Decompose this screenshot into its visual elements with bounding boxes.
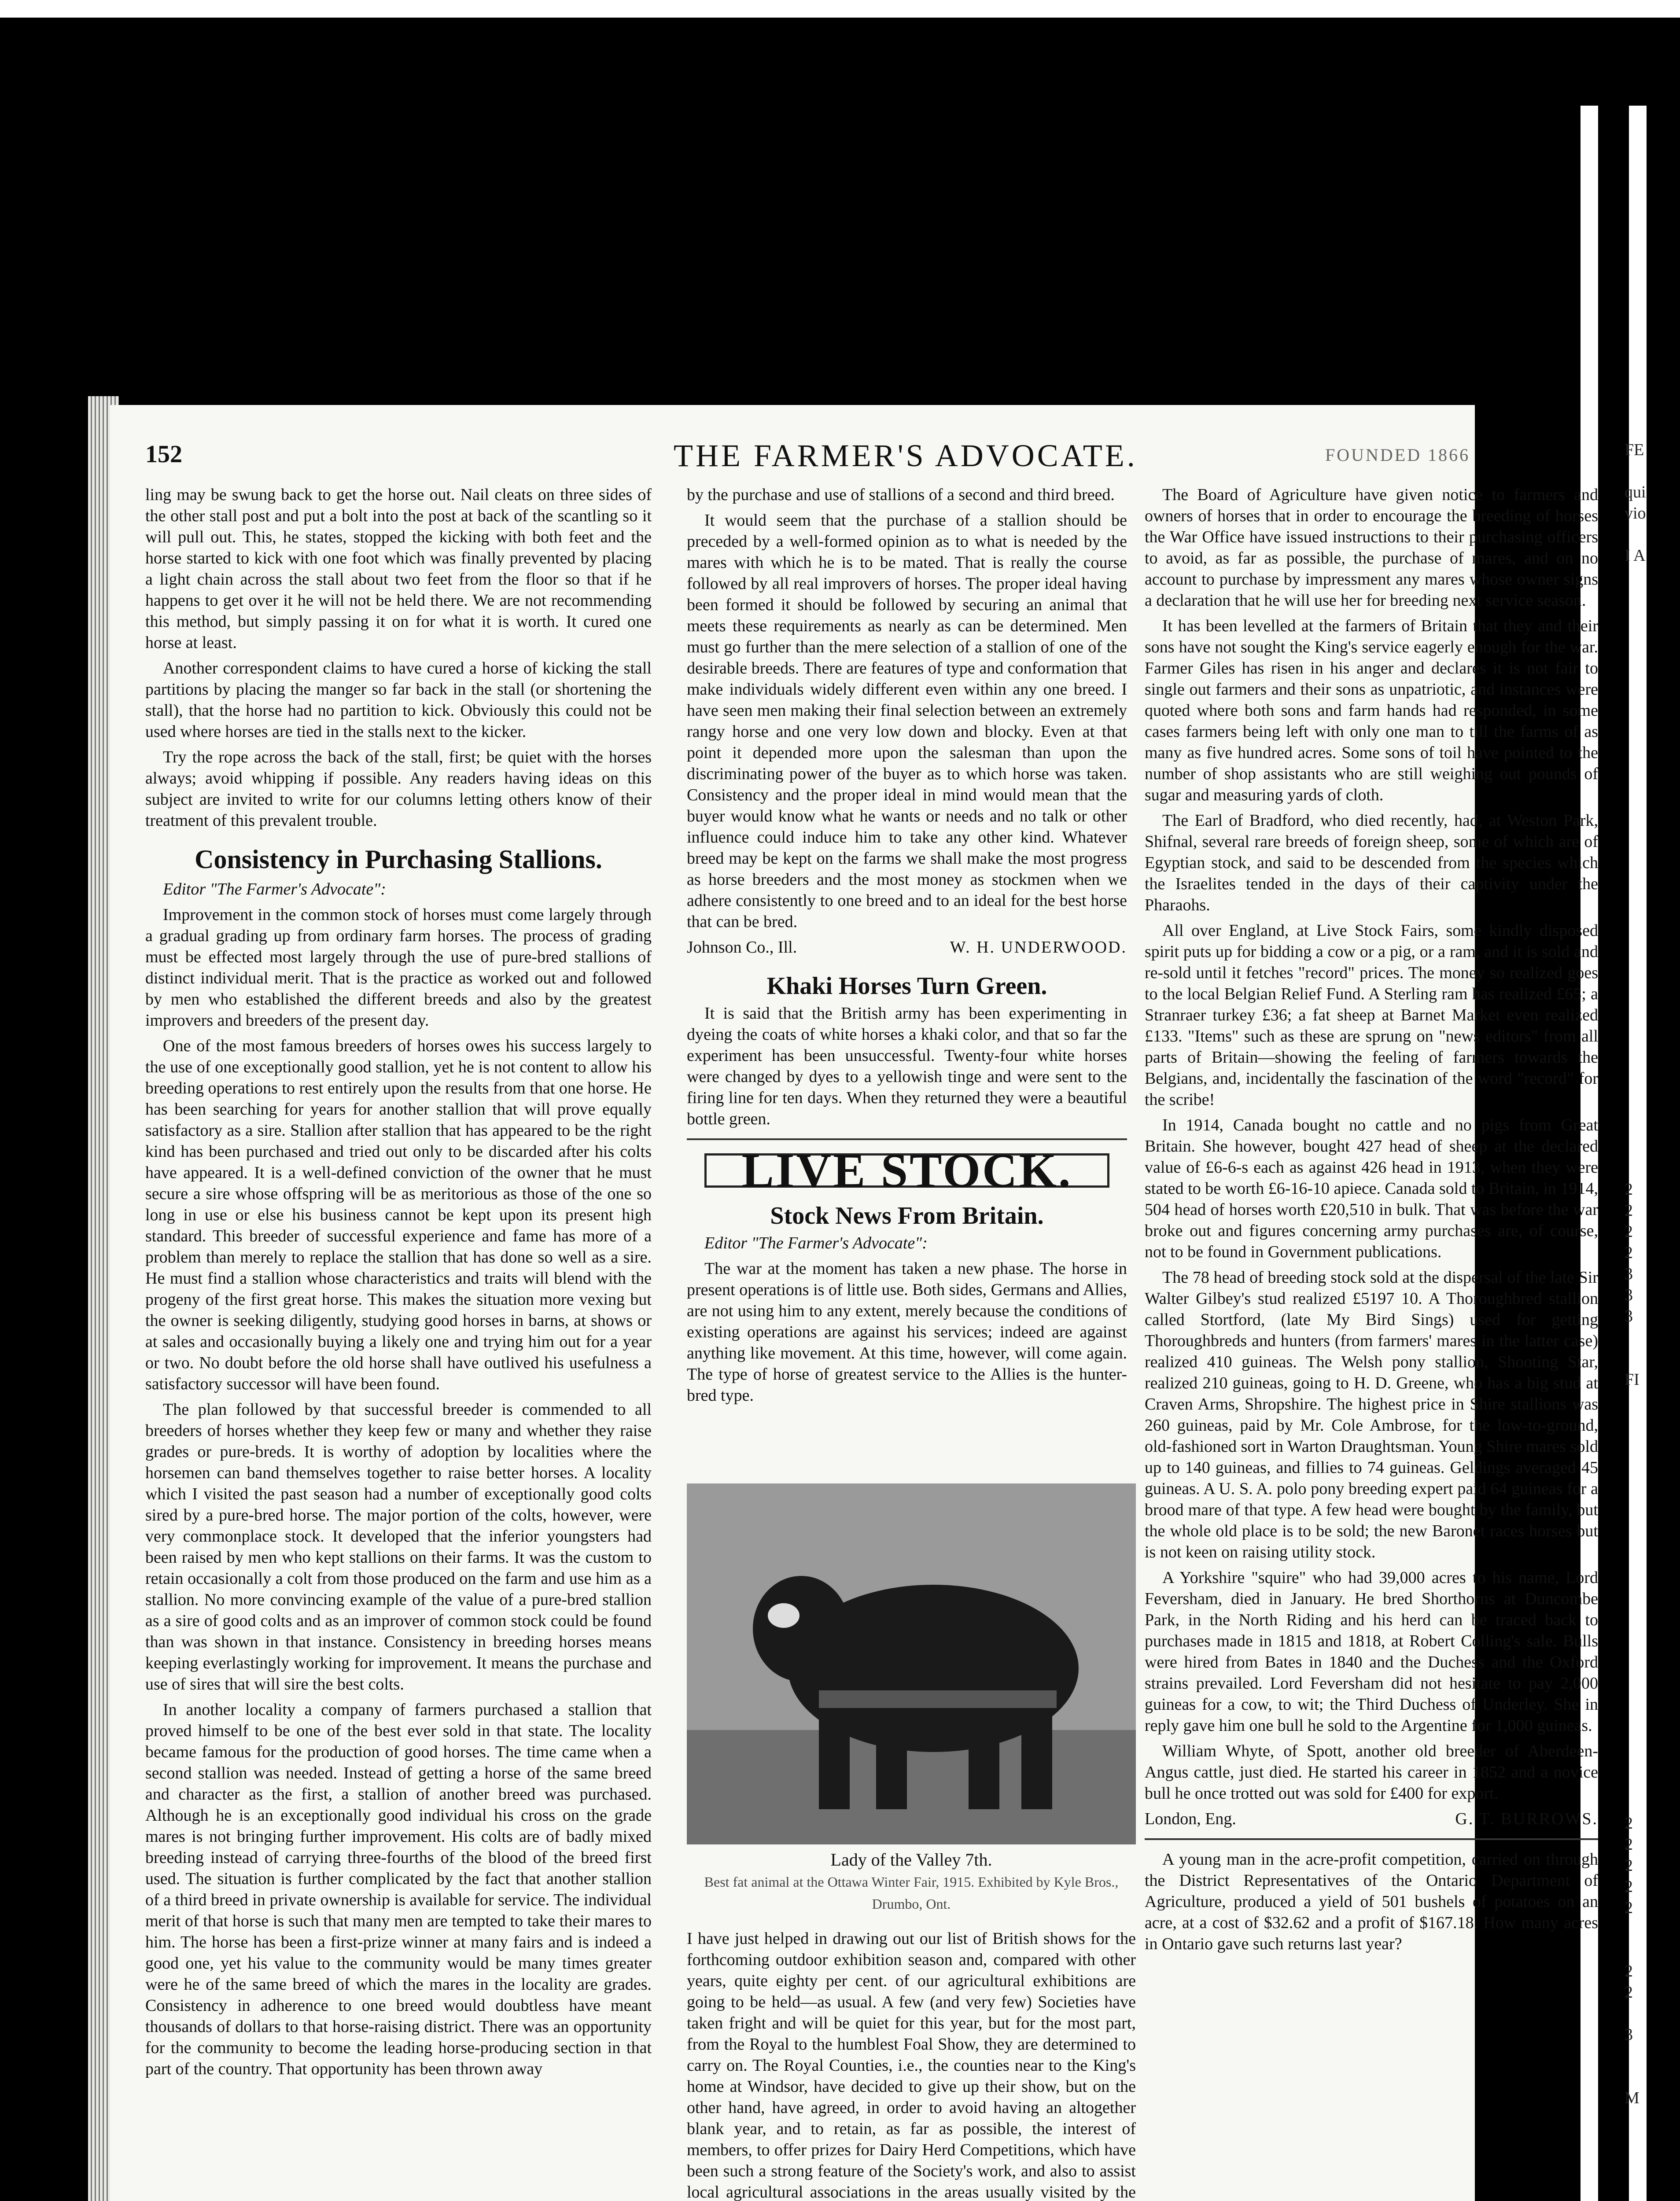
fragment-char <box>1625 1771 1677 1792</box>
fragment-char <box>1625 1792 1677 1814</box>
fragment-char <box>1625 757 1677 778</box>
fragment-char <box>1625 673 1677 694</box>
fragment-char <box>1625 1919 1677 1940</box>
fragment-char <box>1625 1116 1677 1137</box>
fragment-char: 2 <box>1625 1983 1633 2002</box>
editor-salutation: Editor "The Farmer's Advocate": <box>704 1234 928 1252</box>
article-paragraph: It is said that the British army has been experimenting in dyeing the coats of white horses a khaki color, and that so far the experiment has been unsuccessful. Twenty-four white horses were changed by dyes to a yellowish tinge and were sent to the firing line for ten days. When they returned they were a beautiful bottle green. <box>687 1004 1127 1128</box>
article-paragraph: by the purchase and use of stallions of a second and third breed. <box>687 486 1115 504</box>
article-paragraph: William Whyte, of Spott, another old breeder of Aberdeen-Angus cattle, just died. He started his career in 1852 and a novice bull he once trotted out was sold for £400 for export. <box>1145 1742 1598 1803</box>
fragment-char <box>1625 1032 1677 1053</box>
fragment-char <box>1625 736 1677 757</box>
fragment-char <box>1625 651 1677 673</box>
article-paragraph: ling may be swung back to get the horse out. Nail cleats on three sides of the other stall post and put a bolt into the post at back of the scantling so it will pull out. This, he states, stopped the kicking with both feet and the horse started to kick with one foot which was finally prevented by placing a light chain across the stall about two feet from the floor so that if he happens to get over it he will not be held there. We are not recommending this method, but simply passing it on for what it is worth. It cured one horse at least. <box>145 486 652 652</box>
founded-date: FOUNDED 1866 <box>1325 445 1470 465</box>
fragment-char <box>1625 1518 1677 1539</box>
fragment-char <box>1625 1095 1677 1116</box>
fragment-char <box>1625 1623 1677 1645</box>
divider <box>1145 1838 1598 1840</box>
fragment-char: FE <box>1625 441 1644 459</box>
fragment-char: 2 <box>1625 1222 1633 1241</box>
fragment-char <box>1625 1940 1677 1962</box>
fragment-char <box>1625 1539 1677 1560</box>
fragment-char: FI <box>1625 1370 1639 1389</box>
fragment-char <box>1625 630 1677 651</box>
fragment-char <box>1625 926 1677 947</box>
adjacent-page-fragment <box>1625 440 1677 2201</box>
fragment-char <box>1625 1750 1677 1771</box>
caption-title: Lady of the Valley 7th. <box>830 1850 992 1870</box>
fragment-char <box>1625 842 1677 863</box>
column-2 <box>687 484 1127 1479</box>
caption-subtitle: Best fat animal at the Ottawa Winter Fair, 1915. Exhibited by Kyle Bros., Drumbo, Ont. <box>704 1874 1119 1912</box>
fragment-char <box>1625 1433 1677 1454</box>
heading-stock-news: Stock News From Britain. <box>770 1202 1044 1229</box>
fragment-char: 2 <box>1625 1899 1633 1917</box>
fragment-char <box>1625 2067 1677 2088</box>
fragment-char <box>1625 609 1677 630</box>
article-paragraph: The war at the moment has taken a new phase. The horse in present operations is of little use. Both sides, Germans and Allies, are not using him to any extent, merely because the conditions of existing operations are against his services; indeed are against anything like movement. At this time, however, will come again. The type of horse of greatest service to the Allies is the hunter-bred type. <box>687 1259 1127 1405</box>
fragment-char <box>1625 884 1677 905</box>
article-paragraph: The 78 head of breeding stock sold at the dispersal of the late Sir Walter Gilbey's stud realized £5197 10. A Thoroughbred stallion called Stortford, (late My Bird Sings) used for getting Thoroughbreds and hunters (from farmers' mares in the latter case) realized 410 guineas. The Welsh pony stallion, Shooting Star, realized 210 guineas, going to H. D. Greene, who has a big stud at Craven Arms, Shropshire. The highest price in Shire stallions was 260 guineas, paid by Mr. Cole Ambrose, for the low-to-ground, old-fashioned sort in Warton Draughtsman. Young Shire mares sold up to 140 guineas, and fillies to 74 guineas. Geldings averaged 45 guineas. A U. S. A. polo pony breeding expert paid 64 guineas for a brood mare of that type. A few head were bought by the family, but the whole old place is to be sold; the new Baronet races horses but is not keen on raising utility stock. <box>1145 1268 1598 1561</box>
fragment-char <box>1625 821 1677 842</box>
page-header <box>145 440 1510 480</box>
fragment-char <box>1625 1349 1677 1370</box>
fragment-char <box>1625 2046 1677 2067</box>
article-paragraph: It would seem that the purchase of a stallion should be preceded by a well-formed opinion as to what is needed by the mares with which he is to be mated. That is really the course followed by all real improvers of horses. The proper ideal having been formed it should be followed by securing an animal that meets these requirements as nearly as can be determined. Men must go further than the mere selection of a stallion of one of the desirable breeds. There are features of type and conformation that make individuals widely different even within any one breed. I have seen men making their final selection between an extremely rangy horse and one very low down and blocky. Even at that point it depended more upon the salesman than upon the discriminating power of the buyer as to which horse was taken. Consistency and the proper ideal in mind would mean that the buyer would know what he wants or needs and no talk or other influence could induce him to take any other kind. Whatever breed may be kept on the farms we shall make the most progress as horse breeders and the most money as stockmen when we adhere consistently to one breed and to an ideal for the best horse that can be bred. <box>687 511 1127 931</box>
below-photo-paragraph: I have just helped in drawing out our list of British shows for the forthcoming outdoor exhibition season and, compared with other years, quite eighty per cent. of our agricultural exhibitions are going to be held—as usual. A few (and very few) Societies have taken fright and will be quiet for this year, but for the most part, from the Royal to the humblest Foal Show, they are determined to carry on. The Royal Counties, i.e., the counties near to the King's home at Windsor, have decided to give up their show, but on the other hand, have agreed, in order to avoid having an altogether blank year, and to retain, as far as possible, the interest of members, to offer prizes for Dairy Herd Competitions, which have been such a strong feature of the Society's work, and also to assist local agricultural associations in the areas usually visited by the <box>687 1929 1136 2201</box>
article-paragraph: The Board of Agriculture have given notice to farmers and owners of horses that in order to encourage the breeding of horses the War Office have issued instructions to their purchasing officers to avoid, as far as possible, the purchase of mares, and on no account to purchase by impressment any mares whose owner signs a declaration that he will use her for breeding next service season. <box>1145 486 1598 610</box>
fragment-char <box>1625 588 1677 609</box>
section-banner-live-stock: LIVE STOCK. <box>704 1153 1109 1188</box>
fragment-char <box>1625 1328 1677 1349</box>
column-1 <box>145 484 652 2201</box>
cow-silhouette-icon <box>687 1483 1136 1844</box>
fragment-char <box>1625 1412 1677 1433</box>
fragment-char <box>1625 990 1677 1011</box>
fragment-char <box>1625 1729 1677 1750</box>
article-paragraph: In 1914, Canada bought no cattle and no pigs from Great Britain. She however, bought 427 head of sheep at the declared value of £6-6-s each as against 426 head in 1913, when they were stated to be worth £6-16-10 apiece. Canada sold to Britain, in 1914, 504 head of horses worth £20,510 in bulk. That was before the war broke out and figures concerning army purchases are, of course, not to be found in Government publications. <box>1145 1116 1598 1261</box>
fragment-char <box>1625 1581 1677 1602</box>
fragment-char: 2 <box>1625 1962 1633 1980</box>
fragment-char <box>1625 1454 1677 1476</box>
fragment-char <box>1625 1159 1677 1180</box>
article-paragraph: Another correspondent claims to have cured a horse of kicking the stall partitions by placing the manger so far back in the stall (or shortening the stall), that the horse had no partition to kick. Obviously this could not be used where horses are tied in the stalls next to the kicker. <box>145 659 652 741</box>
article-paragraph: In another locality a company of farmers purchased a stallion that proved himself to be one of the best ever sold in that state. The locality became famous for the production of good horses. The time came when a second stallion was needed. Instead of getting a horse of the same breed and character as the first, a stallion of another breed was purchased. Although he is an exceptionally good individual his cross on the grade mares is not bringing further improvement. His colts are of badly mixed breeding instead of carrying three-fourths of the blood of the breed first used. The situation is further complicated by the fact that another stallion of a third breed in private ownership is available for service. The individual merit of that horse is such that many men are tempted to take their mares to him. The horse has been a first-prize winner at many fairs and is indeed a good one, yet his value to the community would be many times greater were he of the same breed of which the mares in the locality are grades. Consistency in adherence to one breed would doubtless have meant thousands of dollars to that horse-raising district. There was an opportunity for the community to become the leading horse-producing section in that part of the country. That opportunity has been thrown away <box>145 1700 652 2078</box>
fragment-char <box>1625 1391 1677 1412</box>
divider <box>687 1138 1127 1140</box>
fragment-char <box>1625 567 1677 588</box>
fragment-char: qui <box>1625 483 1646 501</box>
fragment-char: 2 <box>1625 1835 1633 1854</box>
article-paragraph: Try the rope across the back of the stall, first; be quiet with the horses always; avoid whipping if possible. Any readers having ideas on this subject are invited to write for our columns letting others know of their treatment of this prevalent trouble. <box>145 748 652 830</box>
signature-line <box>687 937 1127 958</box>
fragment-char <box>1625 1602 1677 1623</box>
heading-khaki-horses: Khaki Horses Turn Green. <box>766 972 1047 1000</box>
editor-salutation: Editor "The Farmer's Advocate": <box>163 880 386 898</box>
page-number: 152 <box>145 441 182 468</box>
fragment-char: 2 <box>1625 1180 1633 1199</box>
fragment-char: I A <box>1625 546 1646 565</box>
scan-margin-top <box>0 0 1680 18</box>
fragment-char <box>1625 461 1677 482</box>
article-paragraph: It has been levelled at the farmers of Britain that they and their sons have not sought the King's service eagerly enough for the war. Farmer Giles has risen in his anger and declares it is not fair to single out farmers and their sons as unpatriotic, and instances were quoted where both sons and farm hands had responded, in some cases farmers being left with only one man to till the farms of as many as five hundred acres. Some sons of toil have pointed to the number of shop assistants who are still weighing out pounds of sugar and measuring yards of cloth. <box>1145 617 1598 804</box>
fragment-char <box>1625 863 1677 884</box>
fragment-char: 2 <box>1625 1201 1633 1220</box>
fragment-char <box>1625 525 1677 546</box>
fragment-char <box>1625 1645 1677 1666</box>
signature-name: G. T. BURROWS. <box>1455 1810 1598 1828</box>
fragment-char: M <box>1625 2089 1639 2107</box>
article-paragraph: All over England, at Live Stock Fairs, some kindly disposed spirit puts up for bidding a cow or a pig, or a ram, and it is sold and re-sold until it fetches "record" prices. The money so realized goes to the local Belgian Relief Fund. A Sterling ram has realized £65; a Stranraer turkey £36; a fat sheep at Barnet Market even realized £133. "Items" such as these are sprung on "news editors" from all parts of Britain—showing the feeling of farmers towards the Belgians, and, incidentally the fascination of the word "record" for the scribe! <box>1145 921 1598 1109</box>
fragment-char <box>1625 1497 1677 1518</box>
fragment-char <box>1625 1476 1677 1497</box>
fragment-char: 2 <box>1625 1814 1633 1833</box>
article-paragraph: The Earl of Bradford, who died recently, had, at Weston Park, Shifnal, several rare breeds of foreign sheep, some of which are of Egyptian stock, and said to be descended from the species which the Israelites tended in the days of their captivity under the Pharaohs. <box>1145 811 1598 914</box>
fragment-char: vio <box>1625 504 1646 523</box>
fragment-char: 3 <box>1625 1307 1633 1325</box>
signature-name: W. H. UNDERWOOD. <box>950 938 1127 957</box>
masthead-title: THE FARMER'S ADVOCATE. <box>674 438 1138 473</box>
fragment-char <box>1625 1011 1677 1032</box>
article-paragraph: One of the most famous breeders of horses owes his success largely to the use of one exceptionally good stallion, yet he is not content to allow his breeding operations to rest entirely upon the results from that one horse. He has been searching for years for another stallion that will prove equally satisfactory as a sire. Stallion after stallion that has appeared to be the right kind has been purchased and tried out only to be discarded after his colts have appeared. It is a well-defined conviction of the owner that he must secure a sire whose offspring will be as meritorious as those of the one so long in use or else his business cannot be kept upon its present high standard. This breeder of successful experience and fame has more of a problem than merely to replace the stallion that has done so well as a sire. He must find a stallion whose characteristics and traits will blend with the progeny of the first great horse. This makes the situation more vexing but the owner is seeking diligently, studying good horses in barns, at shows or at sales and occasionally buying a likely one and trying him out for a year or two. No doubt before the old horse shall have outlived his usefulness a satisfactory successor will have been found. <box>145 1037 652 1393</box>
article-paragraph: A Yorkshire "squire" who had 39,000 acres to his name, Lord Feversham, died in January. He bred Shorthorns at Duncombe Park, in the North Riding and his herd can be traced back to purchases made in 1815 and 1818, at Robert Colling's sale. Bulls were hired from Bates in 1840 and the Duchess and the Oxford strains prevailed. Lord Feversham did not hesitate to pay 2,000 guineas for a cow, to wit; the Third Duchess of Underley. She in reply gave him one bull he sold to the Argentine for 1,000 guineas. <box>1145 1568 1598 1735</box>
column-3 <box>1145 484 1598 2201</box>
fragment-char <box>1625 1074 1677 1095</box>
article-paragraph: A young man in the acre-profit competition, carried on through the District Representatives of the Ontario Department of Agriculture, produced a yield of 501 bushels of potatoes on an acre, at a cost of $32.62 and a profit of $167.18. How many acres in Ontario gave such returns last year? <box>1145 1850 1598 1953</box>
signature-place: Johnson Co., Ill. <box>687 938 797 957</box>
photo-caption <box>687 1849 1136 1915</box>
fragment-char: 2 <box>1625 1856 1633 1875</box>
fragment-char <box>1625 905 1677 926</box>
signature-line <box>1145 1808 1598 1829</box>
fragment-char: 2 <box>1625 1877 1633 1896</box>
fragment-char <box>1625 715 1677 736</box>
fragment-char <box>1625 778 1677 799</box>
fragment-char <box>1625 799 1677 821</box>
fragment-char <box>1625 2004 1677 2025</box>
fragment-char <box>1625 1666 1677 1687</box>
fragment-char <box>1625 694 1677 715</box>
fragment-char <box>1625 1708 1677 1729</box>
fragment-char <box>1625 1137 1677 1159</box>
fragment-char <box>1625 1687 1677 1708</box>
article-paragraph: Improvement in the common stock of horses must come largely through a gradual grading up from ordinary farm horses. The process of grading must be effected most largely through the use of pure-bred stallions of distinct individual merit. That is the practice as worked out and followed by men who established the different breeds and also by the greatest improvers and breeders of the present day. <box>145 905 652 1030</box>
fragment-char <box>1625 1560 1677 1581</box>
fragment-char: 3 <box>1625 1286 1633 1304</box>
fragment-char <box>1625 947 1677 968</box>
heading-consistency-stallions: Consistency in Purchasing Stallions. <box>195 845 602 874</box>
fragment-char: 2 <box>1625 1244 1633 1262</box>
article-paragraph: The plan followed by that successful breeder is commended to all breeders of horses whether they keep few or many and whether they raise grades or pure-breds. It is worthy of adoption by localities where the horsemen can band themselves together to raise better horses. A locality which I visited the past season had a number of exceptionally good colts sired by a pure-bred horse. The major portion of the colts, however, were very commonplace stock. It developed that the inferior youngsters had been raised by men who kept stallions on their farms. It was the custom to retain occasionally a colt from those produced on the farm and use him as a stallion. No more convincing example of the value of a pure-bred stallion as a sire of good colts and as an improver of common stock could be found than was shown in that instance. Consistency in breeding horses means keeping everlastingly working for improvement. It means the purchase and use of sires that will sire the best colts. <box>145 1400 652 1693</box>
fragment-char: 3 <box>1625 2025 1633 2044</box>
fragment-char <box>1625 968 1677 990</box>
signature-place: London, Eng. <box>1145 1810 1236 1828</box>
fragment-char: 3 <box>1625 1265 1633 1283</box>
fragment-char <box>1625 1053 1677 1074</box>
cow-photograph <box>687 1483 1136 1844</box>
